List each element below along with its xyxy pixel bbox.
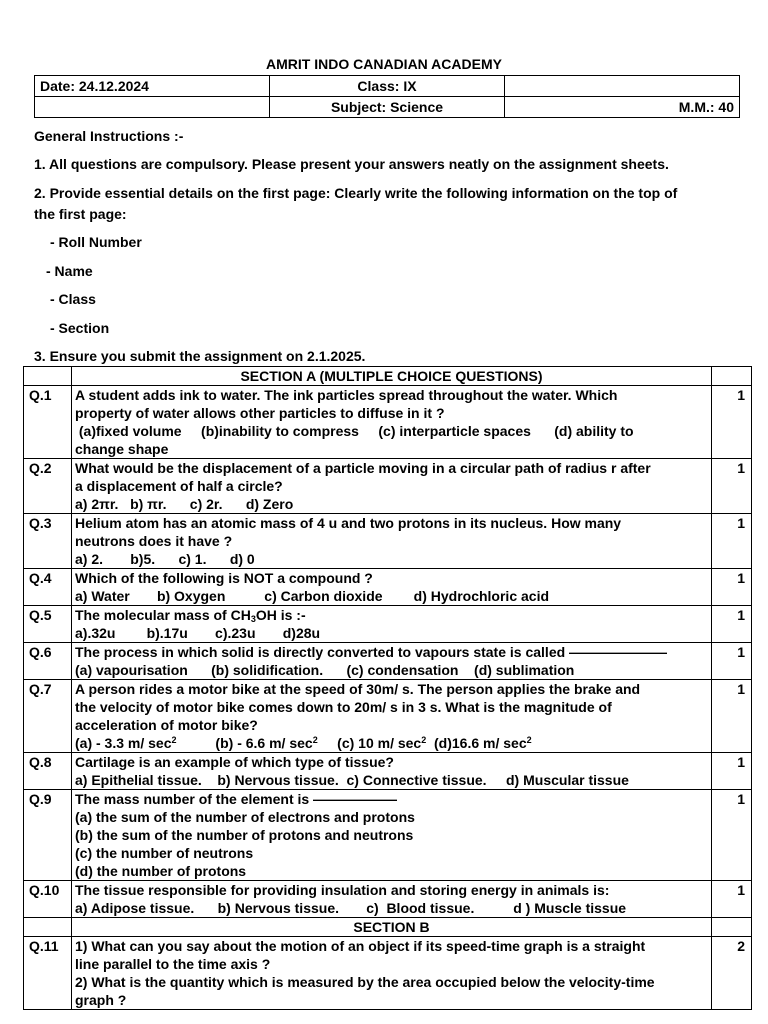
question-text (72, 680, 712, 753)
question-line: a) 2πr. b) πr. c) 2r. d) Zero (75, 496, 294, 512)
question-line: acceleration of motor bike? (75, 717, 258, 733)
empty-cell (712, 367, 752, 386)
question-number: Q.6 (24, 643, 72, 680)
question-row (24, 606, 752, 643)
question-marks: 1 (712, 753, 752, 790)
question-row (24, 643, 752, 680)
question-text (72, 790, 712, 881)
option-text: (c) 10 m/ sec (337, 735, 422, 751)
question-marks: 1 (712, 386, 752, 459)
question-marks: 1 (712, 459, 752, 514)
question-text (72, 459, 712, 514)
question-text (72, 514, 712, 569)
question-marks: 1 (712, 881, 752, 918)
question-line: graph ? (75, 992, 127, 1008)
question-line: the velocity of motor bike comes down to 20m/ s in 3 s. What is the magnitude of (75, 699, 612, 715)
empty-cell (24, 367, 72, 386)
question-row (24, 753, 752, 790)
question-row (24, 881, 752, 918)
option-text: (d)16.6 m/ sec (434, 735, 527, 751)
instruction-2-line-1: 2. Provide essential details on the first page: Clearly write the following information on the top of (34, 185, 678, 201)
question-line: a displacement of half a circle? (75, 478, 283, 494)
question-line: Cartilage is an example of which type of tissue? (75, 754, 394, 770)
question-line: (a)fixed volume (b)inability to compress (c) interparticle spaces (d) ability to (75, 423, 634, 439)
empty-cell (24, 918, 72, 937)
question-line: (b) the sum of the number of protons and neutrons (75, 827, 414, 843)
header-table (34, 75, 740, 118)
instruction-2-line-2: the first page: (34, 206, 127, 222)
instruction-3: 3. Ensure you submit the assignment on 2.1.2025. (34, 348, 366, 364)
question-marks: 1 (712, 643, 752, 680)
question-number: Q.1 (24, 386, 72, 459)
question-row (24, 386, 752, 459)
question-marks: 2 (712, 937, 752, 1010)
instruction-1: 1. All questions are compulsory. Please present your answers neatly on the assignment sheets. (34, 156, 669, 172)
stem-text: OH is :- (255, 607, 306, 623)
header-row (35, 76, 740, 97)
subject-cell: Subject: Science (270, 97, 505, 118)
option-text: (a) - 3.3 m/ sec (75, 735, 172, 751)
question-line: neutrons does it have ? (75, 533, 233, 549)
instructions-heading: General Instructions :- (34, 128, 184, 144)
empty-cell (35, 97, 270, 118)
detail-section: - Section (50, 320, 110, 336)
detail-class: - Class (50, 291, 96, 307)
question-line: a).32u b).17u c).23u d)28u (75, 625, 321, 641)
section-a-row (24, 367, 752, 386)
question-line: The mass number of the element is —————— (75, 791, 398, 807)
question-number: Q.11 (24, 937, 72, 1010)
question-line: a) Epithelial tissue. b) Nervous tissue. c) Connective tissue. d) Muscular tissue (75, 772, 629, 788)
question-row (24, 680, 752, 753)
question-marks: 1 (712, 680, 752, 753)
options-line (75, 734, 708, 752)
question-line: The process in which solid is directly converted to vapours state is called ——————— (75, 644, 668, 660)
section-b-row (24, 918, 752, 937)
option-superscript: 2 (421, 735, 427, 745)
question-line: (c) the number of neutrons (75, 845, 254, 861)
question-line: (d) the number of protons (75, 863, 247, 879)
empty-cell (712, 918, 752, 937)
question-row (24, 569, 752, 606)
question-stem (75, 606, 708, 624)
question-text (72, 937, 712, 1010)
question-line: property of water allows other particles to diffuse in it ? (75, 405, 445, 421)
question-line: a) Water b) Oxygen c) Carbon dioxide d) Hydrochloric acid (75, 588, 550, 604)
question-marks: 1 (712, 514, 752, 569)
question-text (72, 881, 712, 918)
question-marks: 1 (712, 790, 752, 881)
question-line: 1) What can you say about the motion of an object if its speed-time graph is a straight (75, 938, 646, 954)
question-number: Q.10 (24, 881, 72, 918)
question-text (72, 753, 712, 790)
option-text: (b) - 6.6 m/ sec (215, 735, 313, 751)
max-marks-cell: M.M.: 40 (505, 97, 740, 118)
question-row (24, 514, 752, 569)
question-line: change shape (75, 441, 169, 457)
question-line: line parallel to the time axis ? (75, 956, 271, 972)
question-number: Q.8 (24, 753, 72, 790)
stem-subscript: 3 (250, 614, 256, 624)
question-line: a) 2. b)5. c) 1. d) 0 (75, 551, 255, 567)
question-number: Q.2 (24, 459, 72, 514)
question-text (72, 569, 712, 606)
section-b-heading: SECTION B (72, 918, 712, 937)
question-number: Q.7 (24, 680, 72, 753)
questions-table (23, 366, 752, 1010)
question-number: Q.5 (24, 606, 72, 643)
question-line: Helium atom has an atomic mass of 4 u and two protons in its nucleus. How many (75, 515, 622, 531)
question-number: Q.4 (24, 569, 72, 606)
question-text (72, 386, 712, 459)
question-line: 2) What is the quantity which is measured by the area occupied below the velocity-time (75, 974, 655, 990)
class-cell: Class: IX (270, 76, 505, 97)
question-line: (a) the sum of the number of electrons and protons (75, 809, 415, 825)
option-superscript: 2 (312, 735, 318, 745)
option-superscript: 2 (526, 735, 532, 745)
question-number: Q.9 (24, 790, 72, 881)
question-line: A student adds ink to water. The ink particles spread throughout the water. Which (75, 387, 618, 403)
question-line: Which of the following is NOT a compound ? (75, 570, 373, 586)
stem-text: The molecular mass of CH (75, 607, 251, 623)
question-line: (a) vapourisation (b) solidification. (c) condensation (d) sublimation (75, 662, 575, 678)
question-line: The tissue responsible for providing insulation and storing energy in animals is: (75, 882, 610, 898)
question-line: A person rides a motor bike at the speed of 30m/ s. The person applies the brake and (75, 681, 641, 697)
question-marks: 1 (712, 606, 752, 643)
option-superscript: 2 (171, 735, 177, 745)
question-marks: 1 (712, 569, 752, 606)
section-a-heading: SECTION A (MULTIPLE CHOICE QUESTIONS) (72, 367, 712, 386)
question-row (24, 459, 752, 514)
question-row (24, 790, 752, 881)
detail-name: - Name (46, 263, 93, 279)
school-name: AMRIT INDO CANADIAN ACADEMY (266, 56, 502, 72)
question-line: What would be the displacement of a particle moving in a circular path of radius r after (75, 460, 651, 476)
question-number: Q.3 (24, 514, 72, 569)
date-cell: Date: 24.12.2024 (35, 76, 270, 97)
header-row (35, 97, 740, 118)
question-row (24, 937, 752, 1010)
empty-cell (505, 76, 740, 97)
question-text (72, 606, 712, 643)
question-line: a) Adipose tissue. b) Nervous tissue. c) Blood tissue. d ) Muscle tissue (75, 900, 627, 916)
detail-roll-number: - Roll Number (50, 234, 142, 250)
question-text (72, 643, 712, 680)
